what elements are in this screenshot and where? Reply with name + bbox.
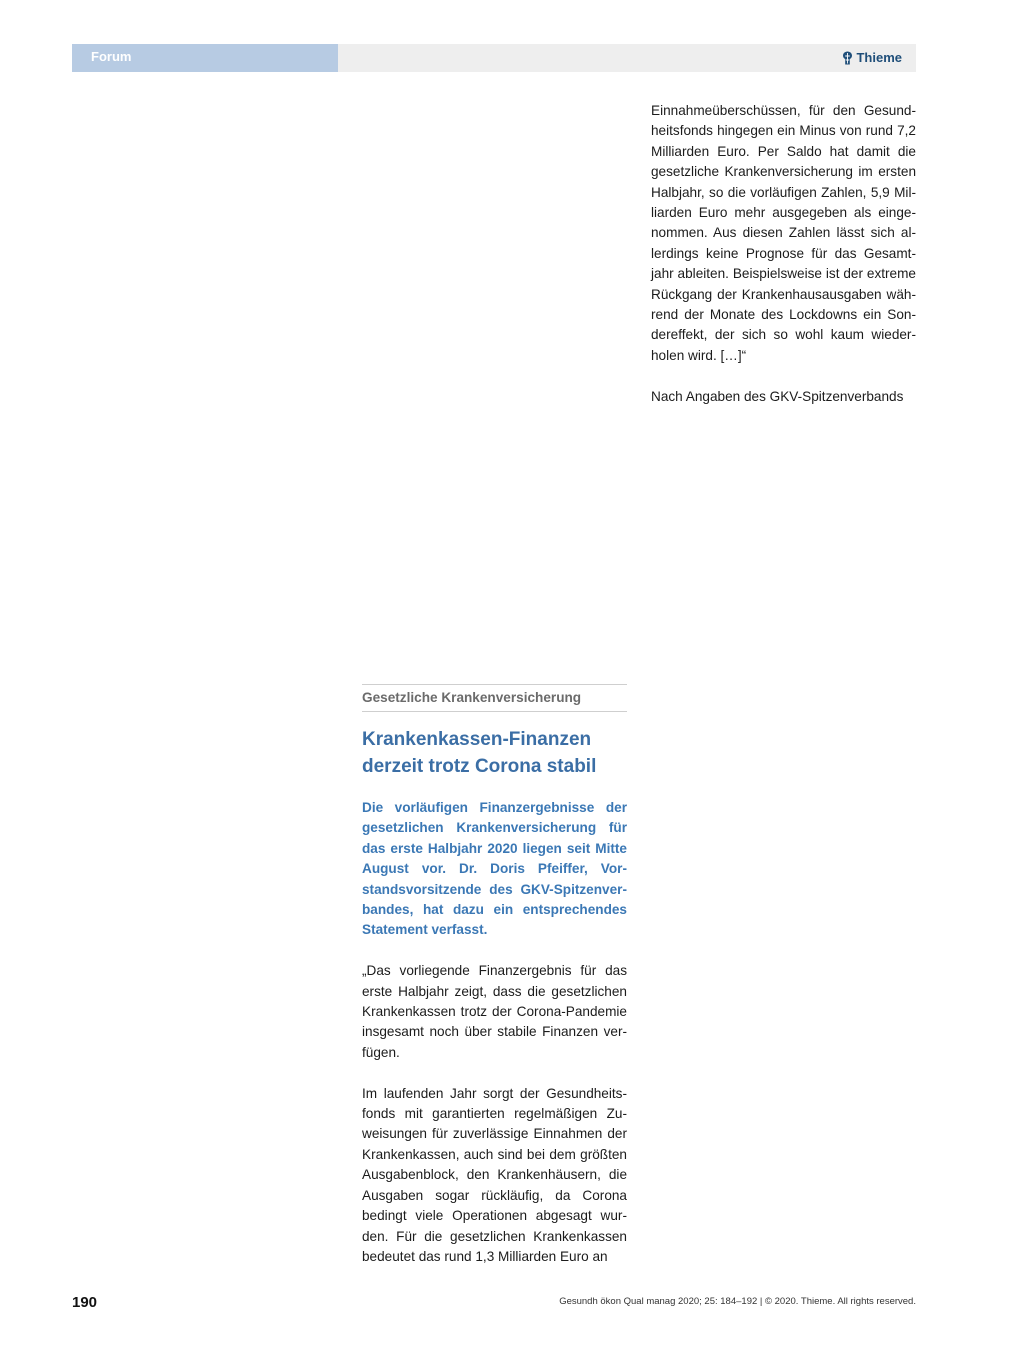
publisher-brand: [842, 48, 902, 68]
article: [362, 684, 627, 1267]
article-headline: Krankenkassen-Finanzen derzeit trotz Corona stabil: [362, 729, 597, 777]
publisher-header-bar: [338, 44, 916, 72]
thieme-logo-icon: [842, 51, 853, 65]
article-lead: Die vorläufigen Finanzergebnisse der gesetzlichen Krankenversicherung für das erste Halbjahr 2020 liegen seit Mitte August vor. Dr. Doris Pfeiffer, Vorstandsvorsitzende des GKV-Spitzenverbandes, hat dazu ein entsprechendes Statement verfasst.: [362, 800, 627, 938]
page-number: 190: [72, 1294, 98, 1311]
article-paragraph: „Das vorliegende Finanzergebnis für das erste Halbjahr zeigt, dass die gesetzlichen Krankenkassen trotz der Corona-Pandemie insgesamt noch über stabile Finanzen verfügen.: [362, 963, 627, 1060]
journal-citation: Gesundh ökon Qual manag 2020; 25: 184–192 | © 2020. Thieme. All rights reserved.: [559, 1296, 916, 1307]
continued-paragraph: Einnahmeüberschüssen, für den Gesundheitsfonds hingegen ein Minus von rund 7,2 Milliarden Euro. Per Saldo hat damit die gesetzliche Krankenversicherung im ersten Halbjahr, so die vorläufigen Zahlen, 5,9 Milliarden Euro mehr ausgegeben als eingenommen. Aus diesen Zahlen lässt sich allerdings keine Prognose für das Gesamtjahr ableiten. Beispielsweise ist der extreme Rückgang der Krankenhausausgaben während der Monate des Lockdowns ein Sondereffekt, der sich so wohl kaum wiederholen wird. […]“: [651, 103, 916, 363]
article-kicker: Gesetzliche Krankenversicherung: [362, 684, 627, 712]
source-note: Nach Angaben des GKV-Spitzenverbands: [651, 388, 904, 404]
section-label: Forum: [91, 49, 132, 64]
right-column: [651, 101, 916, 407]
publisher-name: Thieme: [856, 50, 902, 65]
article-paragraph: Im laufenden Jahr sorgt der Gesundheitsfonds mit garantierten regelmäßigen Zuweisungen für zuverlässige Einnahmen der Krankenkassen, auch sind bei dem größten Ausgabenblock, den Krankenhäusern, die Ausgaben sogar rückläufig, da Corona bedingt viele Operationen abgesagt wurden. Für die gesetzlichen Krankenkassen bedeutet das rund 1,3 Milliarden Euro an: [362, 1085, 627, 1264]
